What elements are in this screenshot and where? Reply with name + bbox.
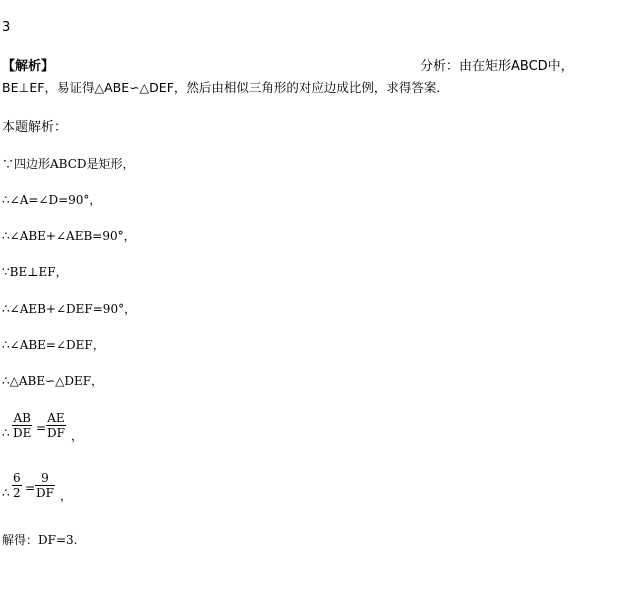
step-line: ∴∠AEB+∠DEF=90°， xyxy=(2,302,137,316)
step-line: ∵四边形ABCD是矩形， xyxy=(2,157,135,171)
equals-sign: = xyxy=(25,481,36,495)
final-answer: 解得：DF=3. xyxy=(2,533,78,547)
numerator: 9 xyxy=(41,471,49,485)
step-line: ∵BE⊥EF， xyxy=(2,265,68,279)
equals-sign: = xyxy=(36,421,47,435)
numerator: 6 xyxy=(13,471,21,485)
therefore-symbol: ∴ xyxy=(2,426,10,440)
denominator: DE xyxy=(13,426,32,440)
numerator: AE xyxy=(47,411,65,425)
analysis-label: 【解析】 xyxy=(2,59,55,74)
numerator: AB xyxy=(13,411,31,425)
solution-header: 本题解析： xyxy=(2,120,68,135)
therefore-symbol: ∴ xyxy=(2,486,10,500)
analysis-text-right: 分析：由在矩形ABCD中， xyxy=(420,59,574,74)
fraction-ae-df xyxy=(46,411,66,440)
fraction-6-2 xyxy=(12,471,22,500)
step-line: ∴△ABE∽△DEF， xyxy=(2,374,104,388)
fraction-ab-de xyxy=(12,411,32,440)
comma: ， xyxy=(71,429,84,443)
denominator: DF xyxy=(36,486,54,500)
answer-number: 3 xyxy=(2,20,11,35)
fraction-9-df xyxy=(35,471,55,500)
comma: ， xyxy=(60,489,73,503)
step-line: ∴∠ABE+∠AEB=90°， xyxy=(2,229,136,243)
denominator: DF xyxy=(47,426,65,440)
step-line: ∴∠A=∠D=90°， xyxy=(2,193,102,207)
step-line: ∴∠ABE=∠DEF， xyxy=(2,338,105,352)
denominator: 2 xyxy=(13,486,21,500)
analysis-text-line2: BE⊥EF，易证得△ABE∽△DEF，然后由相似三角形的对应边成比例，求得答案． xyxy=(2,80,449,95)
